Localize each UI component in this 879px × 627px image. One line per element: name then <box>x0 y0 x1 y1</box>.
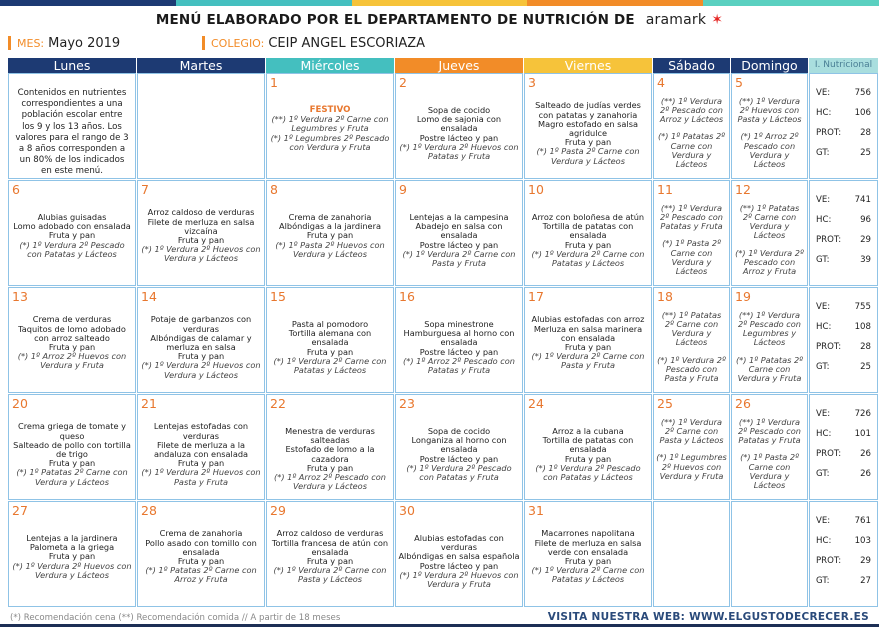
recommendation-line: (*) 1º Verdura 2º Carne con Pasta y Fruta <box>402 248 516 269</box>
nutrition-value: 101 <box>854 429 871 439</box>
nutrition-value: 755 <box>854 302 871 312</box>
nutrition-cell <box>809 501 878 607</box>
day-number: 14 <box>141 289 157 304</box>
nutrition-label: VE: <box>816 195 831 205</box>
header-day-3: Jueves <box>395 58 523 73</box>
dish-line: Fruta y pan <box>306 462 354 473</box>
day-cell <box>653 180 730 286</box>
dish-line: Lentejas a la jardinera <box>26 533 118 543</box>
recommendation-line: (*) 1º Pasta 2º Carne con Verdura y Lácteos <box>662 238 721 277</box>
dish-line: Salteado de pollo con tortilla de trigo <box>13 439 131 459</box>
recommendation-line: (*) 1º Verdura 2º Huevos con Patatas y Fruta <box>399 141 519 162</box>
recommendation-line: (**) 1º Verdura 2º Huevos con Pasta y Lácteos <box>737 95 802 125</box>
dish-line: Tortilla francesa de atún con ensalada <box>271 537 389 557</box>
dish-line: Arroz con boloñesa de atún <box>531 212 645 222</box>
nutrition-cell <box>809 287 878 393</box>
month-field <box>8 34 120 52</box>
nutrition-row-prot <box>816 449 871 461</box>
dish-line: Filete de merluza a la andaluza con ensalada <box>153 439 249 459</box>
menu-text <box>269 106 391 152</box>
nutrition-label: PROT: <box>816 342 842 352</box>
day-number: 15 <box>270 289 286 304</box>
nutrition-row-ve <box>816 302 871 314</box>
nutrition-row-gt <box>816 576 871 588</box>
recommendation-line: (*) 1º Verdura 2º Carne con Pasta y Fruta <box>531 351 645 371</box>
nutrition-row-gt <box>816 469 871 481</box>
day-cell <box>137 287 265 393</box>
footnote: (*) Recomendación cena (**) Recomendación comida // A partir de 18 meses <box>10 613 341 623</box>
day-cell <box>266 501 394 607</box>
day-cell <box>266 73 394 179</box>
dish-line: Palometa a la griega <box>29 542 115 553</box>
nutrition-row-gt <box>816 362 871 374</box>
recommendation-line: (**) 1º Verdura 2º Pescado con Patatas y Fruta <box>660 202 723 232</box>
day-cell <box>653 501 730 607</box>
nutrition-label: HC: <box>816 429 832 439</box>
day-number: 22 <box>270 396 286 411</box>
day-cell <box>137 73 265 179</box>
day-cell <box>731 287 808 393</box>
day-cell <box>266 394 394 500</box>
menu-text <box>398 213 520 268</box>
header-day-0: Lunes <box>8 58 136 73</box>
intro-note: Contenidos en nutrientes correspondientes a una población escolar entre los 9 y los 13 años. Los valores para el rango de 3 a 8 años corresponden a un 80% de los indicados en este menú. <box>15 88 129 177</box>
nutrition-label: PROT: <box>816 128 842 138</box>
menu-text <box>734 97 805 169</box>
nutrition-label: VE: <box>816 302 831 312</box>
menu-text <box>11 422 133 486</box>
day-number: 25 <box>657 396 673 411</box>
day-cell <box>8 501 136 607</box>
nutrition-row-ve <box>816 195 871 207</box>
dish-line: Menestra de verduras salteadas <box>285 426 375 446</box>
dish-line: Fruta y pan <box>564 342 612 352</box>
dish-line: Arroz caldoso de verduras <box>276 528 384 539</box>
recommendation-line: (**) 1º Verdura 2º Pescado con Legumbres y Lácteos <box>738 309 801 348</box>
nutrition-row-hc <box>816 322 871 334</box>
dish-line: Merluza en salsa marinera con ensalada <box>533 323 643 343</box>
menu-text <box>527 101 649 165</box>
menu-text <box>734 311 805 383</box>
header-day-5: Sábado <box>653 58 730 73</box>
dish-line: Magro estofado en salsa agridulce <box>538 118 638 138</box>
menu-text <box>398 106 520 161</box>
dish-line: Lentejas estofadas con verduras <box>153 421 249 441</box>
nutrition-row-prot <box>816 235 871 247</box>
dish-line: Alubias guisadas <box>37 212 107 222</box>
recommendation-line: (*) 1º Patatas 2º Carne con Verdura y Lácteos <box>657 131 726 170</box>
recommendation-line: (*) 1º Patatas 2º Carne con Verdura y Fruta <box>735 354 804 384</box>
nutrition-label: PROT: <box>816 235 842 245</box>
nutrition-value: 726 <box>854 409 871 419</box>
school-value: CEIP ANGEL ESCORIAZA <box>268 35 426 51</box>
nutrition-cell <box>809 180 878 286</box>
recommendation-line: (*) 1º Verdura 2º Huevos con Verdura y Lácteos <box>12 560 132 580</box>
menu-text <box>140 422 262 486</box>
nutrition-label: HC: <box>816 536 832 546</box>
day-cell <box>266 180 394 286</box>
menu-text <box>398 427 520 482</box>
recommendation-line: (**) 1º Patatas 2º Carne con Verdura y Lácteos <box>739 202 800 241</box>
day-number: 10 <box>528 182 544 197</box>
nutrition-value: 29 <box>860 235 871 245</box>
day-cell <box>266 287 394 393</box>
menu-text <box>734 418 805 490</box>
website-link[interactable]: VISITA NUESTRA WEB: WWW.ELGUSTODECRECER.ES <box>547 611 869 623</box>
school-field <box>202 34 425 52</box>
menu-text <box>527 213 649 268</box>
recommendation-line: (*) 1º Legumbres 2º Pescado con Verdura y Fruta <box>270 132 390 152</box>
dish-line: Alubias estofadas con arroz <box>531 314 645 325</box>
day-cell <box>8 180 136 286</box>
dish-line: Crema de zanahoria <box>159 528 243 539</box>
dish-line: Fruta y pan <box>306 230 354 241</box>
day-number: 3 <box>528 75 536 90</box>
day-number: 16 <box>399 289 415 304</box>
header-nutricional: I. Nutricional <box>809 58 878 73</box>
title-text: MENÚ ELABORADO POR EL DEPARTAMENTO DE NUTRICIÓN DE <box>155 12 635 28</box>
day-cell <box>8 394 136 500</box>
nutrition-value: 39 <box>860 255 871 265</box>
dish-line: Crema griega de tomate y queso <box>18 421 126 441</box>
day-cell <box>731 394 808 500</box>
dish-line: Fruta y pan <box>48 458 96 469</box>
dish-line: Pollo asado con tomillo con ensalada <box>145 537 257 557</box>
dish-line: Fruta y pan <box>177 556 225 566</box>
day-number: 30 <box>399 503 415 518</box>
day-cell <box>395 394 523 500</box>
month-label: MES: <box>17 36 45 50</box>
nutrition-cell <box>809 394 878 500</box>
dish-line: Fruta y pan <box>564 453 612 464</box>
nutrition-value: 26 <box>860 449 871 459</box>
nutrition-label: GT: <box>816 362 830 372</box>
dish-line: Abadejo en salsa con ensalada <box>415 221 503 241</box>
dish-line: Albóndigas a la jardinera <box>279 221 381 232</box>
dish-line: Postre lácteo y pan <box>419 346 499 357</box>
day-number: 17 <box>528 289 544 304</box>
dish-line: Pasta al pomodoro <box>291 319 369 329</box>
nutrition-value: 27 <box>860 576 871 586</box>
nutrition-row-ve <box>816 409 871 421</box>
header-day-1: Martes <box>137 58 265 73</box>
day-number: 2 <box>399 75 407 90</box>
menu-text <box>527 315 649 370</box>
dish-line: Macarrones napolitana <box>541 528 635 539</box>
nutrition-label: HC: <box>816 108 832 118</box>
day-number: 1 <box>270 75 278 90</box>
day-cell <box>731 180 808 286</box>
recommendation-line: (*) 1º Pasta 2º Carne con Verdura y Lácteos <box>536 146 640 166</box>
day-cell <box>524 180 652 286</box>
day-cell <box>137 394 265 500</box>
header-day-6: Domingo <box>731 58 808 73</box>
nutrition-label: GT: <box>816 469 830 479</box>
menu-title <box>0 12 879 28</box>
recommendation-line: (**) 1º Verdura 2º Pescado con Patatas y Fruta <box>738 416 801 446</box>
dish-line: Fruta y pan <box>48 342 96 352</box>
day-cell <box>395 73 523 179</box>
recommendation-line: (*) 1º Pasta 2º Huevos con Verdura y Lácteos <box>275 239 385 259</box>
recommendation-line: (*) 1º Verdura 2º Pescado con Pasta y Fruta <box>657 354 726 384</box>
nutrition-value: 25 <box>860 362 871 372</box>
nutrition-label: GT: <box>816 148 830 158</box>
dish-line: Tortilla de patatas con ensalada <box>542 221 634 241</box>
day-cell <box>395 180 523 286</box>
menu-text <box>527 427 649 482</box>
recommendation-line: (*) 1º Verdura 2º Huevos con Verdura y Lácteos <box>141 360 261 380</box>
dish-line: Lentejas a la campesina <box>409 212 509 222</box>
dish-line: Alubias estofadas con verduras <box>414 533 504 553</box>
recommendation-line: (*) 1º Verdura 2º Huevos con Verdura y Lácteos <box>141 244 261 264</box>
nutrition-row-hc <box>816 215 871 227</box>
dish-line: Crema de zanahoria <box>288 212 372 222</box>
nutrition-label: GT: <box>816 255 830 265</box>
day-number: 23 <box>399 396 415 411</box>
dish-line: Salteado de judías verdes con patatas y zanahoria <box>535 100 641 120</box>
nutrition-row-gt <box>816 255 871 267</box>
day-number: 8 <box>270 182 278 197</box>
recommendation-line: (*) 1º Verdura 2º Carne con Patatas y Lácteos <box>273 355 387 376</box>
nutrition-cell <box>809 73 878 179</box>
dish-line: Taquitos de lomo adobado con arroz salteado <box>18 323 126 343</box>
recommendation-line: (*) 1º Legumbres 2º Huevos con Verdura y Fruta <box>656 452 727 481</box>
day-number: 13 <box>12 289 28 304</box>
day-number: 7 <box>141 182 149 197</box>
recommendation-line: (*) 1º Verdura 2º Huevos con Verdura y Fruta <box>399 569 519 590</box>
day-number: 26 <box>735 396 751 411</box>
month-marker <box>8 36 11 50</box>
nutrition-row-hc <box>816 536 871 548</box>
dish-line: Fruta y pan <box>306 346 354 357</box>
dish-line: Postre lácteo y pan <box>419 132 499 143</box>
dish-line: Fruta y pan <box>564 239 612 250</box>
header-day-2: Miércoles <box>266 58 394 73</box>
day-cell <box>731 501 808 607</box>
nutrition-row-prot <box>816 342 871 354</box>
nutrition-value: 28 <box>860 342 871 352</box>
nutrition-row-hc <box>816 108 871 120</box>
day-cell <box>524 73 652 179</box>
recommendation-line: (*) 1º Verdura 2º Huevos con Pasta y Fruta <box>141 467 261 487</box>
dish-line: Fruta y pan <box>177 351 225 362</box>
recommendation-line: (**) 1º Verdura 2º Pescado con Arroz y Lácteos <box>659 95 724 125</box>
dish-line: Crema de verduras <box>32 314 112 325</box>
nutrition-label: HC: <box>816 215 832 225</box>
menu-text <box>11 213 133 259</box>
nutrition-label: GT: <box>816 576 830 586</box>
menu-text <box>656 204 727 276</box>
nutrition-value: 28 <box>860 128 871 138</box>
nutrition-label: VE: <box>816 88 831 98</box>
dish-line: Arroz caldoso de verduras <box>147 207 255 218</box>
nutrition-row-prot <box>816 556 871 568</box>
recommendation-line: (*) 1º Arroz 2º Pescado con Patatas y Fruta <box>403 355 515 376</box>
dish-line: Sopa de cocido <box>427 105 491 115</box>
nutrition-value: 29 <box>860 556 871 566</box>
dish-line: Fruta y pan <box>177 235 225 245</box>
nutrition-value: 741 <box>854 195 871 205</box>
aramark-logo: aramark ✶ <box>645 12 724 28</box>
menu-text <box>11 315 133 370</box>
nutrition-value: 96 <box>860 215 871 225</box>
day-cell <box>653 73 730 179</box>
dish-line: Postre lácteo y pan <box>419 453 499 464</box>
day-cell <box>524 287 652 393</box>
dish-line: Sopa de cocido <box>427 426 491 436</box>
day-cell <box>731 73 808 179</box>
dish-line: Postre lácteo y pan <box>419 239 499 250</box>
dish-line: Sopa minestrone <box>424 319 494 329</box>
day-number: 18 <box>657 289 673 304</box>
day-number: 21 <box>141 396 157 411</box>
day-cell <box>653 394 730 500</box>
dish-line: Longaniza al horno con ensalada <box>411 435 507 455</box>
day-cell <box>395 287 523 393</box>
dish-line: Albóndigas de calamar y merluza en salsa <box>150 332 252 352</box>
nutrition-value: 103 <box>854 536 871 546</box>
dish-line: Tortilla alemana con ensalada <box>288 328 372 348</box>
day-number: 29 <box>270 503 286 518</box>
menu-text <box>398 534 520 589</box>
recommendation-line: (*) 1º Patatas 2º Carne con Verdura y Lácteos <box>16 467 128 487</box>
day-number: 4 <box>657 75 665 90</box>
menu-text <box>140 529 262 584</box>
recommendation-line: (**) 1º Verdura 2º Carne con Pasta y Lácteos <box>659 416 724 446</box>
recommendation-line: (*) 1º Pasta 2º Carne con Verdura y Lácteos <box>740 452 799 491</box>
school-label: COLEGIO: <box>211 36 265 50</box>
menu-text <box>269 529 391 584</box>
day-cell <box>137 180 265 286</box>
dish-line: Albóndigas en salsa española <box>398 551 520 562</box>
dish-line: Fruta y pan <box>177 458 225 469</box>
nutrition-label: PROT: <box>816 449 842 459</box>
menu-text <box>398 320 520 375</box>
recommendation-line: (*) 1º Verdura 2º Pescado con Patatas y Lácteos <box>19 239 125 259</box>
day-cell <box>8 73 136 179</box>
recommendation-line: (*) 1º Verdura 2º Pescado con Arroz y Fruta <box>735 247 804 277</box>
nutrition-value: 26 <box>860 469 871 479</box>
festivo-label: FESTIVO <box>309 105 351 115</box>
menu-text <box>734 204 805 276</box>
aramark-star-icon: ✶ <box>706 12 724 28</box>
recommendation-line: (*) 1º Verdura 2º Pescado con Patatas y Fruta <box>406 462 512 483</box>
nutrition-value: 761 <box>854 516 871 526</box>
nutrition-value: 106 <box>854 108 871 118</box>
day-number: 11 <box>657 182 673 197</box>
day-number: 24 <box>528 396 544 411</box>
nutrition-row-ve <box>816 88 871 100</box>
nutrition-label: PROT: <box>816 556 842 566</box>
menu-text <box>269 427 391 491</box>
dish-line: Filete de merluza en salsa verde con ensalada <box>534 537 642 557</box>
day-number: 27 <box>12 503 28 518</box>
header-day-4: Viernes <box>524 58 652 73</box>
recommendation-line: (*) 1º Verdura 2º Carne con Patatas y Lácteos <box>531 248 645 269</box>
menu-text <box>656 418 727 481</box>
dish-line: Fruta y pan <box>564 137 612 148</box>
dish-line: Lomo adobado con ensalada <box>13 221 131 232</box>
day-number: 19 <box>735 289 751 304</box>
nutrition-row-ve <box>816 516 871 528</box>
recommendation-line: (*) 1º Verdura 2º Pescado con Patatas y Lácteos <box>535 462 641 483</box>
dish-line: Fruta y pan <box>48 551 96 562</box>
dish-line: Fruta y pan <box>48 230 96 241</box>
day-cell <box>653 287 730 393</box>
recommendation-line: (*) 1º Arroz 2º Pescado con Verdura y Lácteos <box>740 131 799 170</box>
nutrition-row-prot <box>816 128 871 140</box>
day-cell <box>137 501 265 607</box>
day-cell <box>8 287 136 393</box>
dish-line: Filete de merluza en salsa vizcaína <box>147 216 255 236</box>
nutrition-value: 108 <box>854 322 871 332</box>
month-value: Mayo 2019 <box>48 35 121 51</box>
day-cell <box>524 394 652 500</box>
nutrition-label: VE: <box>816 516 831 526</box>
dish-line: Fruta y pan <box>306 556 354 566</box>
recommendation-line: (*) 1º Arroz 2º Pescado con Verdura y Lácteos <box>274 472 386 492</box>
day-number: 20 <box>12 396 28 411</box>
dish-line: Postre lácteo y pan <box>419 560 499 571</box>
menu-text <box>269 320 391 375</box>
recommendation-line: (**) 1º Verdura 2º Carne con Legumbres y Fruta <box>271 114 389 134</box>
menu-text <box>527 529 649 584</box>
recommendation-line: (*) 1º Verdura 2º Carne con Pasta y Lácteos <box>273 565 387 585</box>
nutrition-value: 25 <box>860 148 871 158</box>
day-number: 5 <box>735 75 743 90</box>
menu-text <box>140 315 262 379</box>
dish-line: Fruta y pan <box>564 556 612 566</box>
nutrition-row-hc <box>816 429 871 441</box>
school-marker <box>202 36 205 50</box>
menu-text <box>11 534 133 580</box>
menu-text <box>140 208 262 263</box>
nutrition-label: VE: <box>816 409 831 419</box>
recommendation-line: (*) 1º Verdura 2º Carne con Patatas y Lácteos <box>531 565 645 585</box>
recommendation-line: (*) 1º Arroz 2º Huevos con Verdura y Fruta <box>17 351 127 371</box>
nutrition-label: HC: <box>816 322 832 332</box>
day-cell <box>395 501 523 607</box>
nutrition-row-gt <box>816 148 871 160</box>
dish-line: Estofado de lomo a la cazadora <box>285 444 375 464</box>
menu-text <box>656 311 727 383</box>
nutrition-value: 756 <box>854 88 871 98</box>
day-number: 12 <box>735 182 751 197</box>
recommendation-line: (*) 1º Patatas 2º Carne con Arroz y Fruta <box>145 565 257 585</box>
dish-line: Lomo de sajonia con ensalada <box>416 114 502 134</box>
dish-line: Hamburguesa al horno con ensalada <box>403 328 515 348</box>
day-number: 6 <box>12 182 20 197</box>
dish-line: Potaje de garbanzos con verduras <box>150 314 252 334</box>
day-number: 9 <box>399 182 407 197</box>
day-cell <box>524 501 652 607</box>
menu-text <box>269 213 391 259</box>
dish-line: Tortilla de patatas con ensalada <box>542 435 634 455</box>
menu-calendar-grid <box>8 73 871 610</box>
day-number: 28 <box>141 503 157 518</box>
dish-line: Arroz a la cubana <box>552 426 624 436</box>
menu-text <box>656 97 727 169</box>
day-number: 31 <box>528 503 544 518</box>
top-color-stripe <box>0 0 879 6</box>
recommendation-line: (**) 1º Patatas 2º Carne con Verdura y Lácteos <box>661 309 722 348</box>
